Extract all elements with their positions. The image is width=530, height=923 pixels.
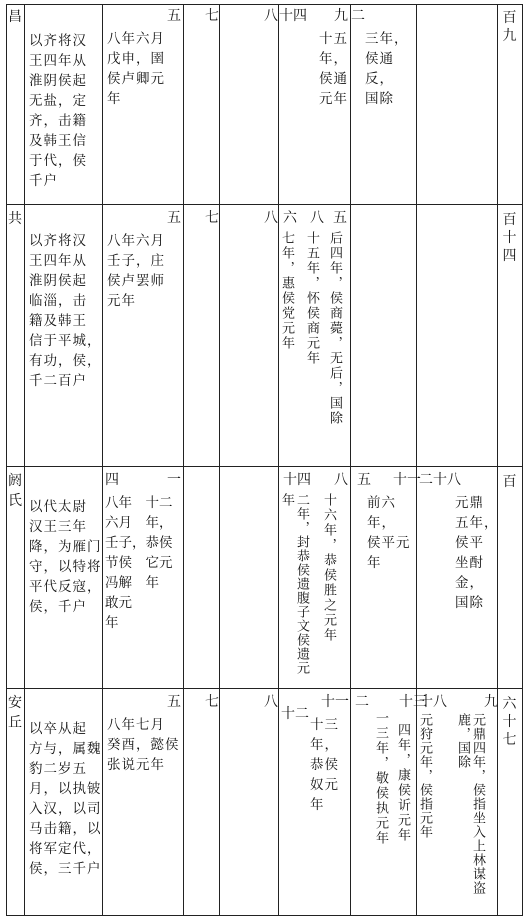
succession-text: 二年，封恭侯遗腹子文侯遗元年 xyxy=(279,493,309,675)
year-count: 十二 xyxy=(281,706,309,722)
succession-text: 七年，惠侯党元年 xyxy=(279,231,294,351)
row-name: 安 丘 xyxy=(8,695,23,731)
year-count: 五 xyxy=(167,8,181,24)
year-count: 二 xyxy=(355,694,369,710)
merit-text: 以齐将汉 王四年从 淮阴侯起 临淄，击 籍及韩王 信于平城， 有功，侯， 千二百户 xyxy=(29,233,102,389)
col-divider xyxy=(278,5,279,915)
year-count: 八 xyxy=(264,8,278,24)
year-count: 五 xyxy=(333,210,347,226)
col-divider xyxy=(350,5,351,915)
col-divider xyxy=(183,5,184,915)
rank-number: 百 十 四 xyxy=(502,212,518,264)
year-count: 十八 xyxy=(419,694,447,710)
row-divider xyxy=(7,688,522,689)
year-count: 七 xyxy=(205,694,219,710)
year-count: 二十八 xyxy=(419,472,461,488)
year-count: 五 xyxy=(357,472,371,488)
row-divider xyxy=(7,204,522,205)
year-count: 十四 xyxy=(283,472,311,488)
col-divider xyxy=(219,5,220,915)
abolition-text: 元狩元年，侯指元年 xyxy=(417,713,432,839)
succession-text: 十五年，怀侯商元年 xyxy=(304,231,319,366)
succession-text: 一三年，敬侯执元年 xyxy=(373,711,388,846)
year-count: 六 xyxy=(283,210,297,226)
row-name: 阏 氏 xyxy=(8,473,23,509)
year-count: 八 xyxy=(264,694,278,710)
enfeoff-text: 八年六月 壬子，庄 侯卢罢师 元年 xyxy=(107,233,165,309)
rank-number: 百 xyxy=(502,474,518,490)
succession-text: 四年，康侯䜣元年 xyxy=(395,723,410,843)
year-count: 十一 xyxy=(321,694,349,710)
year-count: 八 xyxy=(334,472,348,488)
year-count: 五 xyxy=(167,210,181,226)
abolition-text: 前六年， 侯平元 年 xyxy=(367,495,411,571)
year-count: 四 xyxy=(105,472,119,488)
year-count: 七 xyxy=(205,8,219,24)
merit-text: 以卒从起 方与，属魏 豹二岁五 月，以执铍 入汉，以司 马击籍，以 将军定代， 侯，三千户 xyxy=(29,721,102,877)
year-count: 九 xyxy=(334,8,348,24)
succession-text: 十三 年， 恭侯 奴元 年 xyxy=(310,717,339,813)
col-divider xyxy=(24,5,25,915)
succession-text: 十六年，恭侯胜之元年 xyxy=(321,493,336,643)
merit-text: 以代太尉 汉王三年 降，为雁门 守，以特将 平代反寇， 侯，千户 xyxy=(29,499,102,615)
historical-table xyxy=(6,4,523,916)
year-count: 十四 xyxy=(279,8,307,24)
abolition-text: 三年， 侯通反， 国除 xyxy=(365,31,409,107)
rank-number: 百 九 xyxy=(502,10,518,44)
row-name: 昌 xyxy=(8,9,23,25)
year-count: 十一 xyxy=(393,472,421,488)
row-name: 共 xyxy=(8,211,23,227)
year-count: 八 xyxy=(264,210,278,226)
merit-text: 以齐将汉 王四年从 淮阴侯起 无盐，定 齐，击籍 及韩王信 于代，侯 千户 xyxy=(29,33,87,189)
abolition-text: 元鼎 五年， 侯平 坐酎 金， 国除 xyxy=(455,495,499,611)
row-divider xyxy=(7,466,522,467)
enfeoff-text: 八年 十二 六月 年， 壬子，恭侯 节侯 它元 冯解 年 敢元 年 xyxy=(105,495,173,631)
rank-number: 六 十 七 xyxy=(502,696,518,748)
year-count: 十三 xyxy=(399,694,427,710)
year-count: 一 xyxy=(167,472,181,488)
succession-text: 十五 年， 侯通 元年 xyxy=(319,31,348,107)
year-count: 九 xyxy=(484,694,498,710)
year-count: 八 xyxy=(310,210,324,226)
year-count: 五 xyxy=(167,694,181,710)
year-count: 二 xyxy=(351,8,365,24)
enfeoff-text: 八年七月 癸酉，懿侯 张说元年 xyxy=(107,717,180,773)
year-count: 七 xyxy=(205,210,219,226)
enfeoff-text: 八年六月 戊申，圉 侯卢卿元 年 xyxy=(107,31,165,107)
abolition-text: 后四年，侯商薨，无后，国除 xyxy=(327,231,342,426)
abolition-text: 元鼎四年，侯指坐入上林谋盗鹿，国除 xyxy=(455,713,485,895)
